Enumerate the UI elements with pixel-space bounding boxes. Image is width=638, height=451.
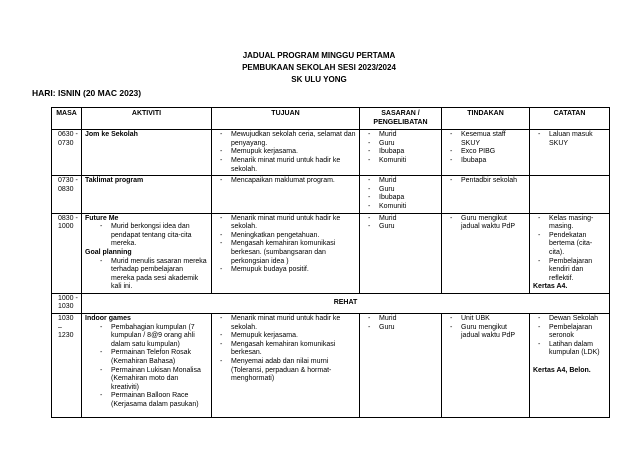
title-session: PEMBUKAAN SEKOLAH SESI 2023/2024 xyxy=(242,63,396,72)
catatan-cell xyxy=(530,314,610,418)
list-item: - Ibubapa xyxy=(445,157,526,166)
list-item: - Guru xyxy=(363,186,438,195)
masa-cell xyxy=(52,176,82,213)
title-program: JADUAL PROGRAM MINGGU PERTAMA xyxy=(242,51,396,60)
list-item: - Mencapaikan maklumat program. xyxy=(215,177,356,186)
masa-cell xyxy=(52,293,82,313)
list-item: - Dewan Sekolah xyxy=(533,315,606,324)
list-item: - Pentadbir sekolah xyxy=(445,177,526,186)
catatan-note: Kertas A4, Belon. xyxy=(533,367,591,375)
sasaran-cell xyxy=(360,213,442,293)
break-cell: REHAT xyxy=(82,293,610,313)
tujuan-cell xyxy=(212,213,360,293)
table-header-row xyxy=(52,108,610,130)
list-item: - Mengasah kemahiran komunikasi berkesan. xyxy=(215,341,356,358)
sasaran-cell xyxy=(360,176,442,213)
list-item: - Murid xyxy=(363,215,438,224)
list-item: - Permainan Lukisan Monalisa (Kemahiran moto dan kreativiti) xyxy=(85,367,208,393)
tindakan-cell xyxy=(442,213,530,293)
list-item: - Guru xyxy=(363,324,438,333)
list-item: - Guru mengikut jadual waktu PdP xyxy=(445,215,526,232)
list-item: - Pembelajaran seronok xyxy=(533,324,606,341)
sasaran-cell xyxy=(360,314,442,418)
list-item: - Kesemua staff SKUY xyxy=(445,131,526,148)
header-aktiviti: AKTIVITI xyxy=(82,108,212,130)
catatan-cell xyxy=(530,176,610,213)
list-item: - Permainan Telefon Rosak (Kemahiran Bahasa) xyxy=(85,349,208,366)
list-item: - Murid berkongsi idea dan pendapat tentang cita-cita mereka. xyxy=(85,223,208,249)
time-start: 1030 – xyxy=(58,315,74,331)
masa-cell xyxy=(52,314,82,418)
table-row xyxy=(52,213,610,293)
list-item: - Permainan Balloon Race (Kerjasama dalam pasukan) xyxy=(85,392,208,409)
header-tindakan: TINDAKAN xyxy=(442,108,530,130)
time-end: 1030 xyxy=(58,303,74,311)
tujuan-cell xyxy=(212,314,360,418)
list-item: - Menyemai adab dan nilai murni (Toleransi, perpaduan & hormat-menghormati) xyxy=(215,358,356,384)
tindakan-cell xyxy=(442,176,530,213)
list-item: - Meningkatkan pengetahuan. xyxy=(215,232,356,241)
schedule-table xyxy=(51,107,610,418)
time-end: 1230 xyxy=(58,332,74,340)
list-item: - Murid xyxy=(363,131,438,140)
tujuan-cell xyxy=(212,176,360,213)
time-start: 0730 - xyxy=(58,177,78,185)
activity-title: Jom ke Sekolah xyxy=(85,131,138,139)
list-item: - Exco PIBG xyxy=(445,148,526,157)
list-item: - Guru mengikut jadual waktu PdP xyxy=(445,324,526,341)
catatan-cell xyxy=(530,213,610,293)
tindakan-cell xyxy=(442,314,530,418)
day-heading: HARI: ISNIN (20 MAC 2023) xyxy=(32,88,142,98)
table-row xyxy=(52,314,610,418)
table-row xyxy=(52,130,610,176)
list-item: - Mengasah kemahiran komunikasi berkesan. (sumbangsaran dan perkongsian idea ) xyxy=(215,240,356,266)
header-sasaran: SASARAN / PENGELIBATAN xyxy=(360,108,442,130)
list-item: - Pembelajaran kendiri dan reflektif. xyxy=(533,258,606,284)
list-item: - Mewujudkan sekolah ceria, selamat dan penyayang. xyxy=(215,131,356,148)
aktiviti-cell xyxy=(82,130,212,176)
masa-cell xyxy=(52,130,82,176)
list-item: - Guru xyxy=(363,223,438,232)
header-masa: MASA xyxy=(52,108,82,130)
list-item: - Memupuk budaya positif. xyxy=(215,266,356,275)
list-item: - Murid xyxy=(363,315,438,324)
catatan-note: Kertas A4. xyxy=(533,283,568,291)
time-start: 0630 - xyxy=(58,131,78,139)
tindakan-cell xyxy=(442,130,530,176)
table-row xyxy=(52,293,610,313)
list-item: - Memupuk kerjasama. xyxy=(215,332,356,341)
masa-cell xyxy=(52,213,82,293)
time-start: 1000 - xyxy=(58,294,78,302)
list-item: - Komuniti xyxy=(363,157,438,166)
activity-title: Taklimat program xyxy=(85,177,144,185)
list-item: - Komuniti xyxy=(363,203,438,212)
list-item: - Pembahagian kumpulan (7 kumpulan / 8@9 orang ahli dalam satu kumpulan) xyxy=(85,324,208,350)
document-titles xyxy=(0,50,638,86)
title-school: SK ULU YONG xyxy=(291,75,347,84)
activity-subtitle: Goal planning xyxy=(85,248,132,256)
list-item: - Murid menulis sasaran mereka terhadap pembelajaran mereka pada sesi akademik kali ini. xyxy=(85,258,208,292)
catatan-cell xyxy=(530,130,610,176)
list-item: - Menarik minat murid untuk hadir ke sekolah. xyxy=(215,315,356,332)
list-item: - Latihan dalam kumpulan (LDK) xyxy=(533,341,606,358)
header-tujuan: TUJUAN xyxy=(212,108,360,130)
activity-title: Indoor games xyxy=(85,315,131,323)
time-end: 1000 xyxy=(58,223,74,231)
aktiviti-cell xyxy=(82,213,212,293)
list-item: - Unit UBK xyxy=(445,315,526,324)
list-item: - Memupuk kerjasama. xyxy=(215,148,356,157)
header-catatan: CATATAN xyxy=(530,108,610,130)
list-item: - Ibubapa xyxy=(363,148,438,157)
list-item: - Ibubapa xyxy=(363,194,438,203)
list-item: - Guru xyxy=(363,140,438,149)
time-end: 0730 xyxy=(58,139,74,147)
table-row xyxy=(52,176,610,213)
time-start: 0830 - xyxy=(58,214,78,222)
list-item: - Menarik minat murid untuk hadir ke sekolah. xyxy=(215,215,356,232)
time-end: 0830 xyxy=(58,185,74,193)
activity-title: Future Me xyxy=(85,214,119,222)
list-item: - Kelas masing-masing. xyxy=(533,215,606,232)
tujuan-cell xyxy=(212,130,360,176)
list-item: - Murid xyxy=(363,177,438,186)
sasaran-cell xyxy=(360,130,442,176)
list-item: - Menarik minat murid untuk hadir ke sekolah. xyxy=(215,157,356,174)
aktiviti-cell xyxy=(82,176,212,213)
list-item: - Laluan masuk SKUY xyxy=(533,131,606,148)
list-item: - Pendekatan bertema (cita-cita). xyxy=(533,232,606,258)
aktiviti-cell xyxy=(82,314,212,418)
